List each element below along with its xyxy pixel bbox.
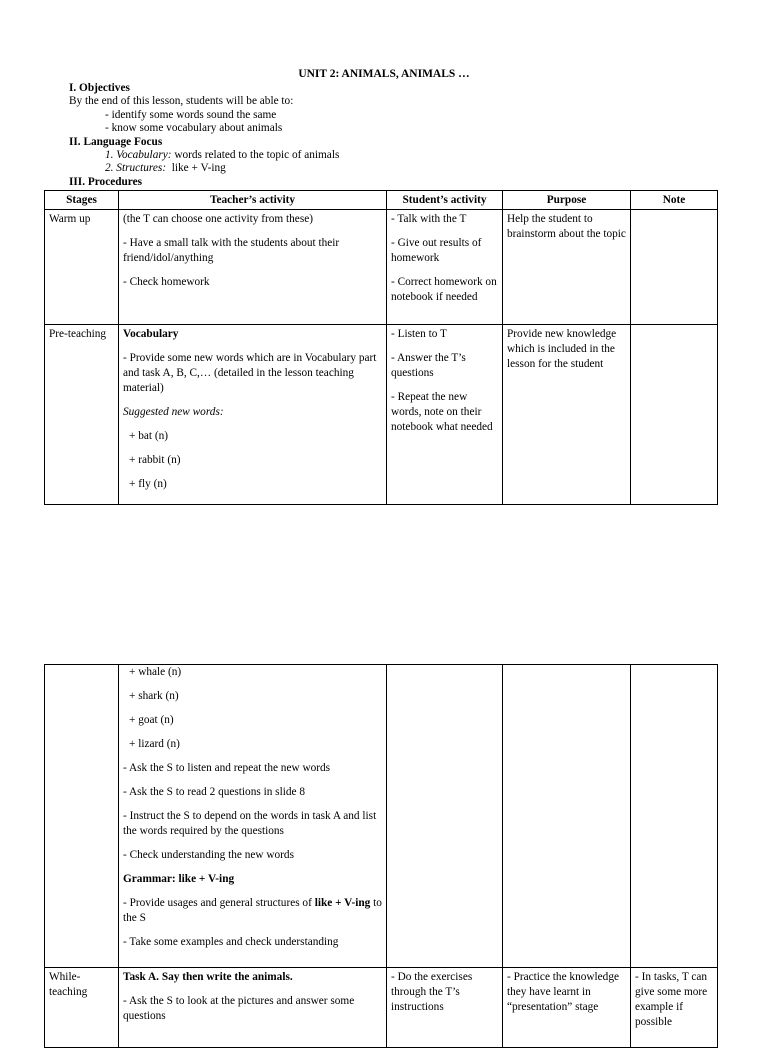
purpose-cell — [503, 665, 631, 968]
procedures-heading: III. Procedures — [69, 175, 143, 188]
student-cell: - Listen to T - Answer the T’s questions - Repeat the new words, note on their notebook what needed — [387, 325, 503, 505]
procedures-table — [44, 190, 718, 505]
teacher-cell: + whale (n) + shark (n) + goat (n) + lizard (n) - Ask the S to listen and repeat the new words - Ask the S to read 2 questions in slide 8 - Instruct the S to depend on the words in task A and list the words required by the questions - Check understanding the new words Grammar: like + V-ing - Provide usages and general structures of like + V-ing to the S - Take some examples and check understanding — [119, 665, 387, 968]
structures-label: 2. Structures: — [105, 162, 167, 175]
lesson-header — [69, 82, 339, 189]
table-row — [45, 665, 718, 968]
col-header-teacher: Teacher’s activity — [119, 191, 387, 210]
stage-cell — [45, 665, 119, 968]
note-cell — [631, 325, 718, 505]
col-header-note: Note — [631, 191, 718, 210]
note-cell — [631, 665, 718, 968]
student-cell: - Talk with the T - Give out results of homework - Correct homework on notebook if needed — [387, 210, 503, 325]
stage-cell: Pre-teaching — [45, 325, 119, 505]
objectives-heading: I. Objectives — [69, 82, 130, 94]
page-title: UNIT 2: ANIMALS, ANIMALS … — [298, 68, 470, 80]
objective-item: - identify some words sound the same — [105, 108, 277, 121]
purpose-cell: - Practice the knowledge they have learnt in “presentation” stage — [503, 968, 631, 1048]
stage-cell: Warm up — [45, 210, 119, 325]
purpose-cell: Provide new knowledge which is included in the lesson for the student — [503, 325, 631, 505]
vocab-label: 1. Vocabulary: — [105, 149, 172, 162]
student-cell — [387, 665, 503, 968]
col-header-purpose: Purpose — [503, 191, 631, 210]
table-row — [45, 968, 718, 1048]
student-cell: - Do the exercises through the T’s instructions — [387, 968, 503, 1048]
note-cell — [631, 210, 718, 325]
stage-cell: While-teaching — [45, 968, 119, 1048]
teacher-cell: Task A. Say then write the animals. - Ask the S to look at the pictures and answer some questions — [119, 968, 387, 1048]
col-header-student: Student’s activity — [387, 191, 503, 210]
vocab-text: words related to the topic of animals — [171, 149, 340, 162]
note-cell: - In tasks, T can give some more example if possible — [631, 968, 718, 1048]
procedures-table-continued — [44, 664, 718, 1048]
col-header-stages: Stages — [45, 191, 119, 210]
table-row — [45, 210, 718, 325]
teacher-cell: Vocabulary - Provide some new words which are in Vocabulary part and task A, B, C,… (detailed in the lesson teaching material) Suggested new words: + bat (n) + rabbit (n) + fly (n) — [119, 325, 387, 505]
table-row — [45, 325, 718, 505]
teacher-cell: (the T can choose one activity from these) - Have a small talk with the students about their friend/idol/anything - Check homework — [119, 210, 387, 325]
purpose-cell: Help the student to brainstorm about the topic — [503, 210, 631, 325]
objectives-intro: By the end of this lesson, students will be able to: — [69, 95, 294, 108]
objective-item: - know some vocabulary about animals — [105, 122, 283, 135]
language-focus-heading: II. Language Focus — [69, 135, 163, 148]
structures-text: like + V-ing — [166, 162, 226, 175]
